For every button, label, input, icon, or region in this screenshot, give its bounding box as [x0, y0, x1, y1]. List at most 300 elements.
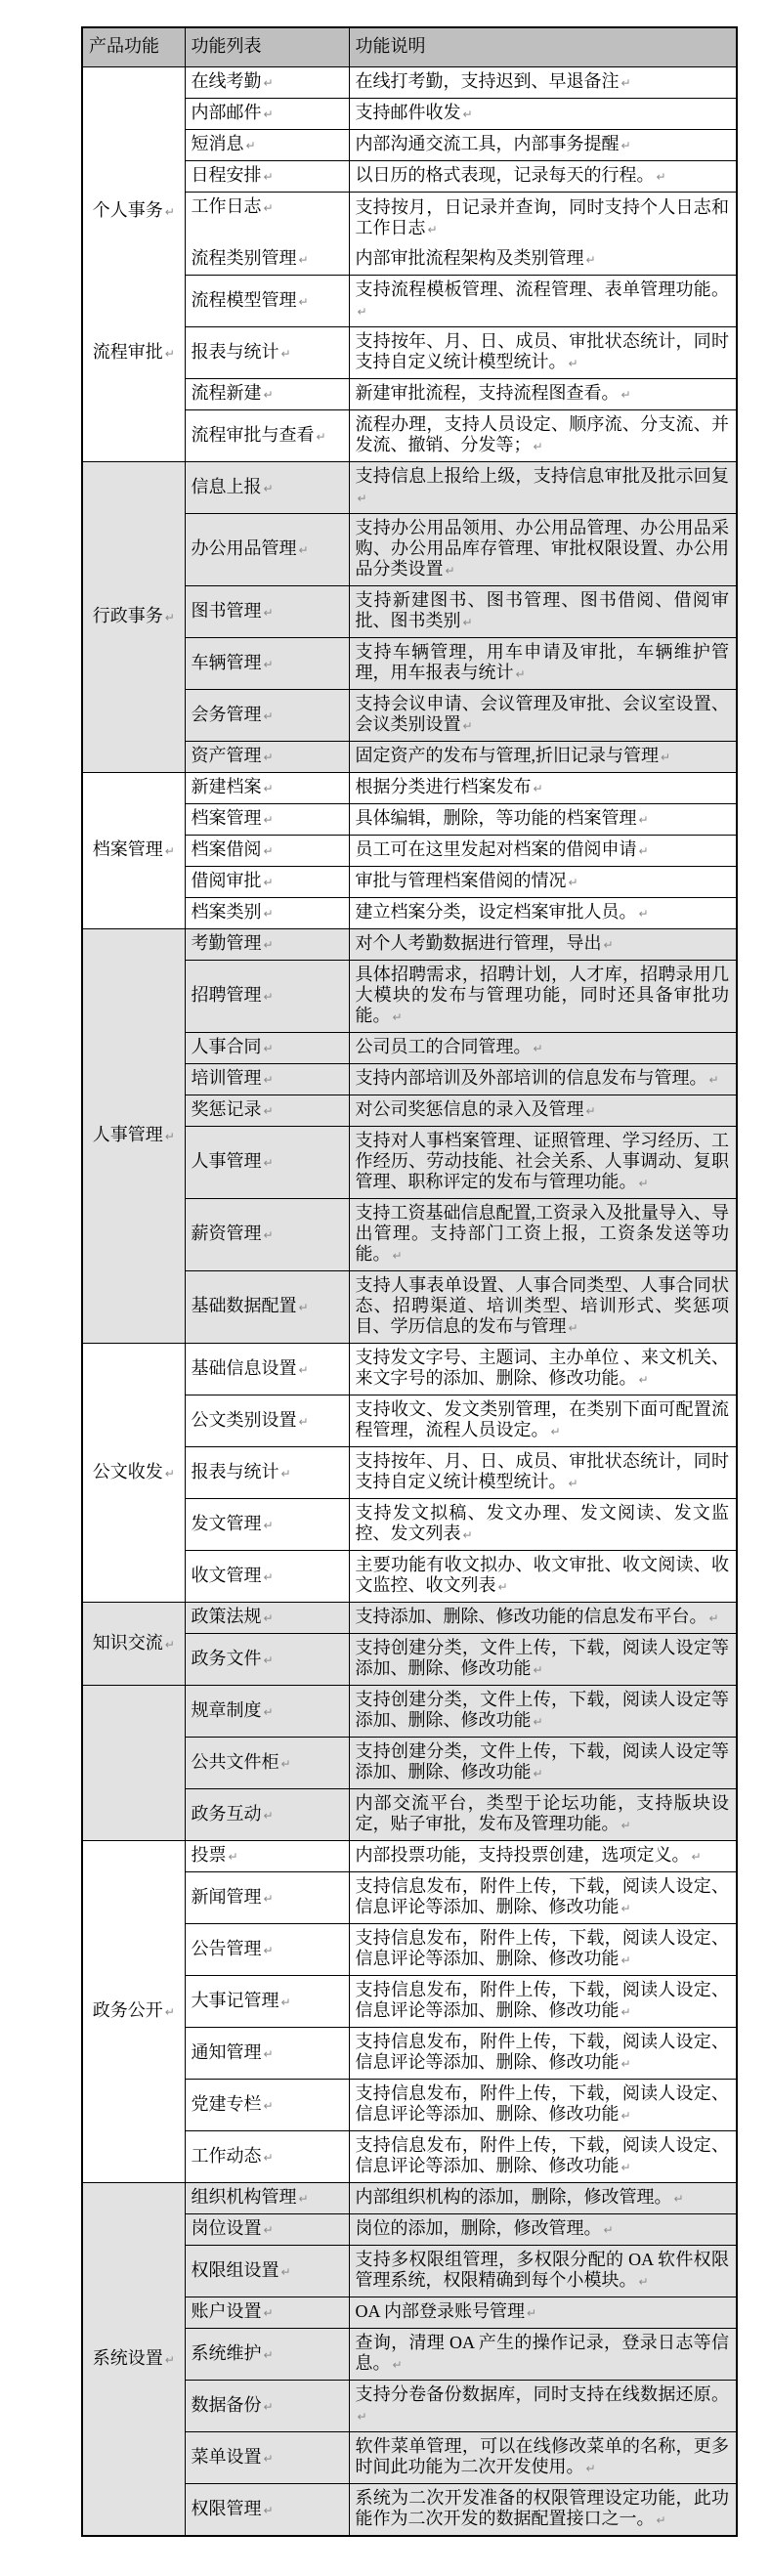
- paragraph-mark: ↵: [298, 543, 309, 557]
- paragraph-mark: ↵: [164, 2005, 175, 2019]
- header-label: 功能列表: [191, 36, 262, 56]
- paragraph-mark: ↵: [568, 1321, 578, 1335]
- feature-name-text: 内部邮件: [191, 103, 262, 122]
- paragraph-mark: ↵: [620, 388, 631, 402]
- paragraph-mark: ↵: [263, 1891, 274, 1906]
- feature-name-text: 权限组设置: [191, 2259, 279, 2280]
- feature-name-text: 发文管理: [191, 1513, 262, 1533]
- feature-description-text: 支持多权限组管理，多权限分配的 OA 软件权限管理系统，权限精确到每个小模块。: [355, 2250, 729, 2290]
- feature-name-text: 信息上报: [191, 476, 262, 496]
- section-label-cell: [82, 462, 185, 773]
- feature-name-cell: [185, 1841, 349, 1872]
- paragraph-mark: ↵: [164, 2352, 175, 2367]
- feature-description-text: 支持添加、删除、修改功能的信息发布平台。: [355, 1607, 707, 1626]
- feature-description: [356, 2218, 730, 2241]
- feature-name-cell: [185, 462, 349, 514]
- paragraph-mark: ↵: [620, 1819, 631, 1832]
- feature-description: [356, 902, 730, 924]
- table-row: [82, 1344, 737, 1395]
- section-label: [85, 1125, 183, 1147]
- section-label-text: 个人事务: [92, 199, 163, 220]
- feature-name: [192, 2343, 343, 2366]
- feature-name-cell: [185, 1499, 349, 1551]
- feature-name-cell: [185, 2432, 349, 2484]
- feature-name: [192, 2395, 343, 2418]
- feature-name-text: 流程模型管理: [191, 289, 297, 310]
- feature-name: [192, 777, 343, 799]
- feature-name-cell: [185, 1395, 349, 1447]
- feature-description: [356, 1845, 730, 1868]
- paragraph-mark: ↵: [263, 782, 274, 795]
- paragraph-mark: ↵: [298, 2192, 309, 2206]
- feature-name-text: 报表与统计: [191, 341, 279, 362]
- feature-description-text: 内部组织机构的添加，删除，修改管理。: [355, 2187, 672, 2207]
- feature-name-text: 短消息: [191, 134, 244, 153]
- paragraph-mark: ↵: [263, 1704, 274, 1719]
- feature-name-cell: [185, 1603, 349, 1634]
- feature-name: [192, 1887, 343, 1910]
- paragraph-mark: ↵: [280, 1995, 291, 2009]
- feature-description-text: 系统为二次开发准备的权限管理设定功能，此功能作为二次开发的数据配置接口之一。: [355, 2488, 729, 2528]
- paragraph-mark: ↵: [638, 2275, 649, 2289]
- section-label-cell: [82, 773, 185, 929]
- feature-name-cell: [185, 514, 349, 586]
- feature-description-text: 员工可在这里发起对档案的借阅申请: [355, 839, 637, 859]
- feature-name-cell: [185, 586, 349, 638]
- table-row: [82, 1603, 737, 1634]
- feature-description-text: OA 内部登录账号管理: [355, 2301, 526, 2321]
- paragraph-mark: ↵: [263, 201, 274, 215]
- feature-description-cell: [349, 327, 737, 379]
- feature-description-cell: [349, 1976, 737, 2028]
- table-header-row: [82, 27, 737, 67]
- feature-description-text: 内部交流平台，类型于论坛功能，支持版块设定，贴子审批，发布及管理功能。: [355, 1793, 729, 1833]
- feature-description: [356, 642, 730, 685]
- paragraph-mark: ↵: [263, 1611, 274, 1625]
- paragraph-mark: ↵: [316, 429, 326, 444]
- feature-name: [192, 103, 343, 125]
- feature-name: [192, 1410, 343, 1433]
- paragraph-mark: ↵: [533, 440, 543, 453]
- feature-name-text: 流程新建: [191, 383, 262, 403]
- table-body: [82, 67, 737, 2537]
- col-header-product-function: [82, 27, 185, 67]
- paragraph-mark: ↵: [263, 1104, 274, 1118]
- feature-description-text: 具体招聘需求，招聘计划，人才库，招聘录用几大模块的发布与管理功能，同时还具备审批功能。: [355, 965, 729, 1025]
- feature-name: [192, 2260, 343, 2283]
- feature-description-text: 软件菜单管理，可以在线修改菜单的名称，更多时间此功能为二次开发使用。: [355, 2436, 729, 2476]
- feature-description: [356, 871, 730, 893]
- feature-name: [192, 477, 343, 499]
- feature-description: [356, 2333, 730, 2376]
- feature-name: [192, 1752, 343, 1775]
- feature-description: [356, 518, 730, 581]
- table-row: [82, 2183, 737, 2214]
- feature-description-text: 在线打考勤，支持迟到、早退备注: [355, 71, 620, 91]
- feature-description-text: 支持内部培训及外部培训的信息发布与管理。: [355, 1068, 707, 1088]
- feature-description-cell: [349, 2329, 737, 2381]
- feature-description-cell: [349, 742, 737, 773]
- feature-name-text: 数据备份: [191, 2394, 262, 2415]
- feature-description-cell: [349, 1064, 737, 1095]
- feature-description-cell: [349, 2214, 737, 2246]
- feature-name: [192, 1649, 343, 1671]
- feature-name-cell: [185, 1199, 349, 1271]
- feature-description-text: 岗位的添加，删除，修改管理。: [355, 2218, 602, 2238]
- feature-name: [192, 1939, 343, 1961]
- paragraph-mark: ↵: [298, 1414, 309, 1429]
- feature-description: [356, 965, 730, 1028]
- feature-name: [192, 1099, 343, 1122]
- feature-description-cell: [349, 586, 737, 638]
- feature-description: [356, 1638, 730, 1681]
- paragraph-mark: ↵: [263, 605, 274, 620]
- section-label-text: 行政事务: [92, 606, 163, 625]
- feature-description-cell: [349, 67, 737, 99]
- feature-description-text: 支持新建图书、图书管理、图书借阅、借阅审批、图书类别: [355, 590, 729, 630]
- feature-description: [356, 1741, 730, 1784]
- feature-name: [192, 248, 343, 271]
- feature-name: [192, 1700, 343, 1723]
- feature-name-text: 流程审批与查看: [191, 424, 315, 445]
- feature-description-text: 审批与管理档案借阅的情况: [355, 871, 567, 890]
- feature-name-text: 流程类别管理: [191, 248, 297, 268]
- paragraph-mark: ↵: [585, 1104, 596, 1118]
- paragraph-mark: ↵: [298, 253, 309, 267]
- feature-name: [192, 871, 343, 893]
- paragraph-mark: ↵: [392, 1010, 403, 1024]
- feature-name: [192, 601, 343, 623]
- feature-name-text: 菜单设置: [191, 2446, 262, 2467]
- feature-name-cell: [185, 1872, 349, 1924]
- section-label-cell: [82, 929, 185, 1344]
- section-label-cell: [82, 67, 185, 462]
- feature-name-cell: [185, 161, 349, 193]
- paragraph-mark: ↵: [638, 844, 649, 858]
- table-row: [82, 773, 737, 804]
- feature-name-cell: [185, 1924, 349, 1976]
- feature-description-cell: [349, 2381, 737, 2432]
- feature-description: [356, 2436, 730, 2479]
- feature-description-text: 内部投票功能，支持投票创建，选项定义。: [355, 1845, 690, 1865]
- feature-name: [192, 1991, 343, 2013]
- feature-description-text: 支持信息发布，附件上传，下载，阅读人设定、信息评论等添加、删除、修改功能: [355, 1876, 729, 1916]
- feature-description-cell: [349, 1872, 737, 1924]
- feature-description-text: 根据分类进行档案发布: [355, 777, 532, 796]
- paragraph-mark: ↵: [620, 2005, 631, 2019]
- feature-description-cell: [349, 2131, 737, 2183]
- feature-name-cell: [185, 1447, 349, 1499]
- feature-name-cell: [185, 379, 349, 410]
- feature-description: [356, 746, 730, 768]
- feature-description: [356, 2032, 730, 2075]
- feature-name-text: 系统维护: [191, 2342, 262, 2363]
- feature-name-cell: [185, 2484, 349, 2537]
- feature-description-cell: [349, 1738, 737, 1789]
- feature-description-cell: [349, 1395, 737, 1447]
- feature-name-cell: [185, 1095, 349, 1127]
- paragraph-mark: ↵: [656, 2513, 666, 2527]
- paragraph-mark: ↵: [263, 708, 274, 723]
- feature-name-text: 政务文件: [191, 1648, 262, 1668]
- feature-name-cell: [185, 1789, 349, 1841]
- paragraph-mark: ↵: [280, 1756, 291, 1771]
- feature-description-text: 支持发文字号、主题词、主办单位 、来文机关、来文字号的添加、删除、修改功能。: [355, 1348, 729, 1388]
- feature-description-cell: [349, 2432, 737, 2484]
- feature-name: [192, 538, 343, 561]
- feature-name: [192, 2094, 343, 2117]
- section-label-text: 政务公开: [92, 2000, 163, 2020]
- paragraph-mark: ↵: [263, 657, 274, 671]
- paragraph-mark: ↵: [462, 1528, 473, 1542]
- paragraph-mark: ↵: [462, 719, 473, 733]
- feature-name-text: 公共文件柜: [191, 1751, 279, 1772]
- feature-name-cell: [185, 2381, 349, 2432]
- feature-description-text: 以日历的格式表现，记录每天的行程。: [355, 165, 655, 185]
- feature-description: [356, 1980, 730, 2023]
- feature-name-cell: [185, 1976, 349, 2028]
- feature-name: [192, 933, 343, 956]
- feature-name: [192, 71, 343, 94]
- feature-description-text: 支持流程模板管理、流程管理、表单管理功能。: [355, 279, 729, 299]
- paragraph-mark: ↵: [280, 2264, 291, 2279]
- feature-name-cell: [185, 1686, 349, 1738]
- paragraph-mark: ↵: [263, 1042, 274, 1055]
- feature-description: [356, 1503, 730, 1546]
- feature-name-cell: [185, 2028, 349, 2080]
- section-label-cell: [82, 2183, 185, 2537]
- paragraph-mark: ↵: [620, 2161, 631, 2174]
- feature-description: [356, 1131, 730, 1194]
- table-row: [82, 1841, 737, 1872]
- table-row: [82, 929, 737, 961]
- feature-name-text: 报表与统计: [191, 1461, 279, 1481]
- table-row: [82, 1686, 737, 1738]
- paragraph-mark: ↵: [263, 990, 274, 1004]
- paragraph-mark: ↵: [673, 2192, 684, 2206]
- paragraph-mark: ↵: [245, 139, 256, 152]
- paragraph-mark: ↵: [357, 2410, 367, 2424]
- feature-description-cell: [349, 867, 737, 898]
- paragraph-mark: ↵: [533, 1767, 543, 1781]
- feature-name-cell: [185, 2297, 349, 2329]
- feature-description: [356, 248, 730, 271]
- feature-name-text: 档案类别: [191, 902, 262, 922]
- feature-name: [192, 1037, 343, 1059]
- feature-description-text: 支持创建分类，文件上传，下载，阅读人设定等添加、删除、修改功能: [355, 1638, 729, 1678]
- paragraph-mark: ↵: [263, 2306, 274, 2320]
- feature-description-text: 支持对人事档案管理、证照管理、学习经历、工作经历、劳动技能、社会关系、人事调动、复职管理、职称评定的发布与管理功能。: [355, 1131, 729, 1191]
- feature-description: [356, 1399, 730, 1442]
- feature-description-text: 支持工资基础信息配置,工资录入及批量导入、导出管理。支持部门工资上报，工资条发送等功能。: [355, 1203, 729, 1264]
- feature-description-cell: [349, 1127, 737, 1199]
- col-header-feature-description: [349, 27, 737, 67]
- feature-description-cell: [349, 773, 737, 804]
- feature-name-text: 党建专栏: [191, 2093, 262, 2114]
- paragraph-mark: ↵: [263, 170, 274, 184]
- feature-description-cell: [349, 929, 737, 961]
- paragraph-mark: ↵: [357, 305, 367, 319]
- feature-description-cell: [349, 898, 737, 929]
- feature-description: [356, 134, 730, 156]
- feature-description: [356, 1348, 730, 1391]
- paragraph-mark: ↵: [620, 2057, 631, 2071]
- section-label-text: 公文收发: [92, 1461, 163, 1481]
- feature-name-text: 奖惩记录: [191, 1099, 262, 1119]
- paragraph-mark: ↵: [568, 876, 578, 889]
- feature-name-text: 考勤管理: [191, 933, 262, 953]
- feature-description-cell: [349, 1551, 737, 1603]
- feature-description-text: 公司员工的合同管理。: [355, 1037, 532, 1056]
- feature-name-text: 账户设置: [191, 2301, 262, 2321]
- feature-description: [356, 839, 730, 862]
- product-feature-table: [81, 26, 738, 2537]
- paragraph-mark: ↵: [164, 1130, 175, 1143]
- paragraph-mark: ↵: [620, 1953, 631, 1967]
- paragraph-mark: ↵: [298, 1362, 309, 1377]
- feature-description: [356, 103, 730, 125]
- feature-description-cell: [349, 1344, 737, 1395]
- feature-name: [192, 1845, 343, 1868]
- paragraph-mark: ↵: [585, 2462, 596, 2475]
- section-label-text: 知识交流: [92, 1632, 163, 1653]
- paragraph-mark: ↵: [263, 2223, 274, 2237]
- feature-description-text: 支持发文拟稿、发文办理、发文阅读、发文监控、发文列表: [355, 1503, 729, 1543]
- feature-description-text: 固定资产的发布与管理,折旧记录与管理: [355, 746, 659, 765]
- feature-description-text: 支持信息上报给上级，支持信息审批及批示回复: [355, 466, 729, 486]
- feature-name-text: 新闻管理: [191, 1886, 262, 1907]
- paragraph-mark: ↵: [603, 938, 614, 952]
- feature-name: [192, 2146, 343, 2168]
- feature-name-cell: [185, 1271, 349, 1344]
- feature-name: [192, 196, 343, 219]
- paragraph-mark: ↵: [515, 667, 526, 681]
- feature-name-cell: [185, 1634, 349, 1686]
- feature-name: [192, 1462, 343, 1484]
- section-label: [85, 342, 183, 365]
- feature-name: [192, 808, 343, 831]
- feature-name-cell: [185, 1344, 349, 1395]
- feature-description: [356, 71, 730, 94]
- feature-name-text: 档案管理: [191, 808, 262, 828]
- feature-description-cell: [349, 1603, 737, 1634]
- feature-description-cell: [349, 276, 737, 327]
- paragraph-mark: ↵: [263, 2503, 274, 2517]
- paragraph-mark: ↵: [263, 813, 274, 827]
- feature-description: [356, 1555, 730, 1598]
- feature-description-cell: [349, 961, 737, 1033]
- paragraph-mark: ↵: [263, 1569, 274, 1584]
- feature-description-cell: [349, 836, 737, 867]
- feature-name-text: 公告管理: [191, 1938, 262, 1958]
- feature-name: [192, 1068, 343, 1091]
- paragraph-mark: ↵: [445, 564, 455, 578]
- paragraph-mark: ↵: [263, 1228, 274, 1242]
- feature-name-cell: [185, 2080, 349, 2131]
- feature-name: [192, 1566, 343, 1588]
- feature-name-cell: [185, 742, 349, 773]
- feature-name: [192, 2042, 343, 2065]
- feature-name-text: 规章制度: [191, 1699, 262, 1720]
- paragraph-mark: ↵: [263, 1943, 274, 1957]
- section-label-text: 流程审批: [92, 341, 163, 362]
- feature-description-cell: [349, 1095, 737, 1127]
- feature-description-text: 支持信息发布，附件上传，下载，阅读人设定、信息评论等添加、删除、修改功能: [355, 2083, 729, 2124]
- feature-description-cell: [349, 2297, 737, 2329]
- paragraph-mark: ↵: [392, 2358, 403, 2372]
- feature-name: [192, 1358, 343, 1381]
- section-label: [85, 2000, 183, 2023]
- header-label: 产品功能: [89, 36, 159, 56]
- feature-name-text: 基础数据配置: [191, 1296, 297, 1315]
- feature-name-text: 办公用品管理: [191, 538, 297, 558]
- feature-description: [356, 2488, 730, 2531]
- paragraph-mark: ↵: [603, 2223, 614, 2237]
- feature-name: [192, 342, 343, 365]
- feature-description-cell: [349, 1033, 737, 1064]
- feature-name: [192, 746, 343, 768]
- paragraph-mark: ↵: [263, 2399, 274, 2414]
- feature-name: [192, 290, 343, 313]
- feature-name-cell: [185, 773, 349, 804]
- feature-name-text: 培训管理: [191, 1068, 262, 1088]
- paragraph-mark: ↵: [638, 1373, 649, 1387]
- feature-name-cell: [185, 1738, 349, 1789]
- paragraph-mark: ↵: [263, 1073, 274, 1087]
- feature-description: [356, 1876, 730, 1919]
- section-label-text: 档案管理: [92, 839, 163, 859]
- feature-description-text: 支持办公用品领用、办公用品管理、办公用品采购、办公用品库存管理、审批权限设置、办公用品分类设置: [355, 518, 729, 579]
- feature-name-text: 权限管理: [191, 2498, 262, 2518]
- paragraph-mark: ↵: [497, 1580, 508, 1594]
- feature-description: [356, 1607, 730, 1629]
- paragraph-mark: ↵: [656, 170, 666, 184]
- feature-name-text: 基础信息设置: [191, 1357, 297, 1378]
- feature-description: [356, 1037, 730, 1059]
- paragraph-mark: ↵: [164, 346, 175, 361]
- feature-description-cell: [349, 2080, 737, 2131]
- paragraph-mark: ↵: [280, 1466, 291, 1481]
- feature-name: [192, 985, 343, 1008]
- feature-description: [356, 1068, 730, 1091]
- feature-description-cell: [349, 2028, 737, 2080]
- feature-name-text: 岗位设置: [191, 2218, 262, 2238]
- feature-description-cell: [349, 1499, 737, 1551]
- feature-name-text: 新建档案: [191, 777, 262, 796]
- feature-description: [356, 2384, 730, 2427]
- feature-name-text: 通知管理: [191, 2041, 262, 2062]
- paragraph-mark: ↵: [228, 1850, 238, 1864]
- paragraph-mark: ↵: [263, 844, 274, 858]
- feature-description-text: 支持分卷备份数据库，同时支持在线数据还原。: [355, 2384, 729, 2404]
- feature-name-cell: [185, 193, 349, 276]
- feature-name-cell: [185, 99, 349, 130]
- feature-name-cell: [185, 1127, 349, 1199]
- feature-description-text: 具体编辑，删除，等功能的档案管理: [355, 808, 637, 828]
- feature-name-text: 图书管理: [191, 600, 262, 621]
- feature-description: [356, 1690, 730, 1733]
- feature-name-text: 政务互动: [191, 1803, 262, 1824]
- paragraph-mark: ↵: [263, 751, 274, 764]
- feature-description-cell: [349, 638, 737, 690]
- feature-description: [356, 331, 730, 374]
- feature-description-cell: [349, 462, 737, 514]
- feature-name-text: 借阅审批: [191, 871, 262, 890]
- feature-name-text: 在线考勤: [191, 71, 262, 91]
- feature-description: [356, 466, 730, 509]
- paragraph-mark: ↵: [585, 252, 596, 267]
- feature-description-text: 支持收文、发文类别管理，在类别下面可配置流程管理，流程人员设定。: [355, 1399, 729, 1439]
